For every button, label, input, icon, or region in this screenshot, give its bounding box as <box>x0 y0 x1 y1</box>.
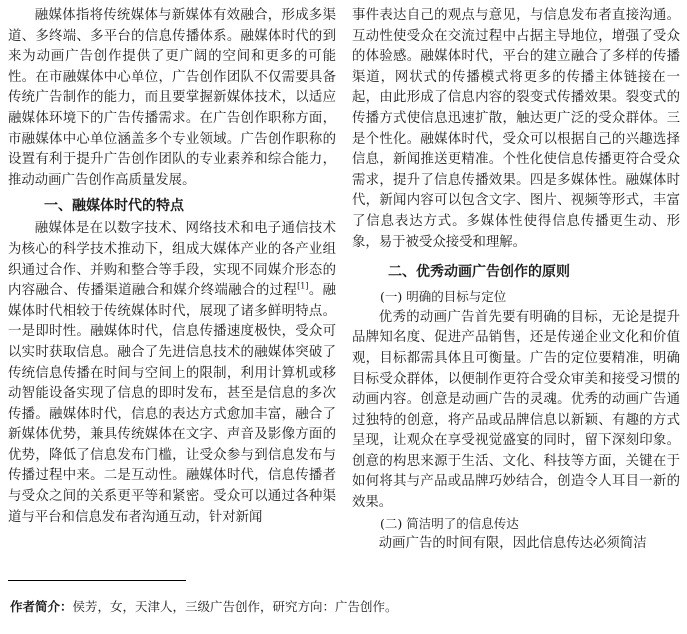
section-1-text-a: 融媒体是在以数字技术、网络技术和电子通信技术为核心的科学技术推动下，组成大媒体产业的各产业组织通过合作、并购和整合等手段，实现不同媒介形态的内容融合、传播渠道融合和媒介终端融合的过程 <box>8 221 336 299</box>
left-column <box>8 6 336 528</box>
subsection-1-paragraph: 优秀的动画广告首先要有明确的目标，无论是提升品牌知名度、促进产品销售，还是传递企业文化和价值观，目标都需具体且可衡量。广告的定位要精准，明确目标受众群体，以便制作更符合受众审美和接受习惯的动画内容。创意是动画广告的灵魂。优秀的动画广告通过独特的创意，将产品或品牌信息以新颖、有趣的方式呈现，让观众在享受视觉盛宴的同时，留下深刻印象。创意的构思来源于生活、文化、科技等方面，关键在于如何将其与产品或品牌巧妙结合，创造令人耳目一新的效果。 <box>352 309 680 511</box>
footnote-label: 作者简介： <box>10 599 73 614</box>
citation-ref[interactable]: [1] <box>297 281 309 291</box>
section-1-paragraph <box>8 219 336 528</box>
section-heading-2: 二、优秀动画广告创作的原则 <box>388 264 570 281</box>
footnote-divider <box>8 580 186 581</box>
author-footnote <box>10 598 398 616</box>
right-column <box>352 6 680 555</box>
subheading-2: (二) 简洁明了的信息传达 <box>380 515 519 531</box>
section-heading-1: 一、融媒体时代的特点 <box>44 198 184 215</box>
section-1-text-b: 。融媒体时代相较于传统媒体时代，展现了诸多鲜明特点。一是即时性。融媒体时代，信息传播速度极快，受众可以实时获取信息。融合了先进信息技术的融媒体突破了传统信息传播在时间与空间上的限制，利用计算机或移动智能设备实现了信息的即时发布，甚至是信息的多次传播。融媒体时代，信息的表达方式愈加丰富，融合了新媒体优势，兼具传统媒体在文字、声音及影像方面的优势，降低了信息发布门槛，让受众参与到信息发布与传播过程中来。二是互动性。融媒体时代，信息传播者与受众之间的关系更平等和紧密。受众可以通过各种渠道与平台和信息发布者沟通互动，针对新闻 <box>8 283 337 525</box>
footnote-text: 侯芳，女，天津人，三级广告创作，研究方向：广告创作。 <box>72 599 398 614</box>
subsection-2-paragraph: 动画广告的时间有限，因此信息传达必须简洁 <box>378 536 647 552</box>
intro-paragraph: 融媒体指将传统媒体与新媒体有效融合，形成多渠道、多终端、多平台的信息传播体系。融媒体时代的到来为动画广告创作提供了更广阔的空间和更多的可能性。在市融媒体中心单位，广告创作团队不仅需要具备传统广告制作的能力，而且要掌握新媒体技术，以适应融媒体环境下的广告传播需求。在广告创作职称方面，市融媒体中心单位涵盖多个专业领域。广告创作职称的设置有利于提升广告创作团队的专业素养和综合能力，推动动画广告创作高质量发展。 <box>8 8 336 188</box>
continued-paragraph: 事件表达自己的观点与意见，与信息发布者直接沟通。互动性使受众在交流过程中占据主导地位，增强了受众的体验感。融媒体时代，平台的建立融合了多样的传播渠道，网状式的传播模式将更多的传播主体链接在一起，由此形成了信息内容的裂变式传播效果。裂变式的传播方式使信息迅速扩散，触达更广泛的受众群体。三是个性化。融媒体时代，受众可以根据自己的兴趣选择信息，新闻推送更精准。个性化使信息传播更符合受众需求，提升了信息传播效果。四是多媒体性。融媒体时代，新闻内容可以包含文字、图片、视频等形式，丰富了信息表达方式。多媒体性使得信息传播更生动、形象，易于被受众接受和理解。 <box>352 8 680 250</box>
subheading-1: (一) 明确的目标与定位 <box>380 289 507 305</box>
